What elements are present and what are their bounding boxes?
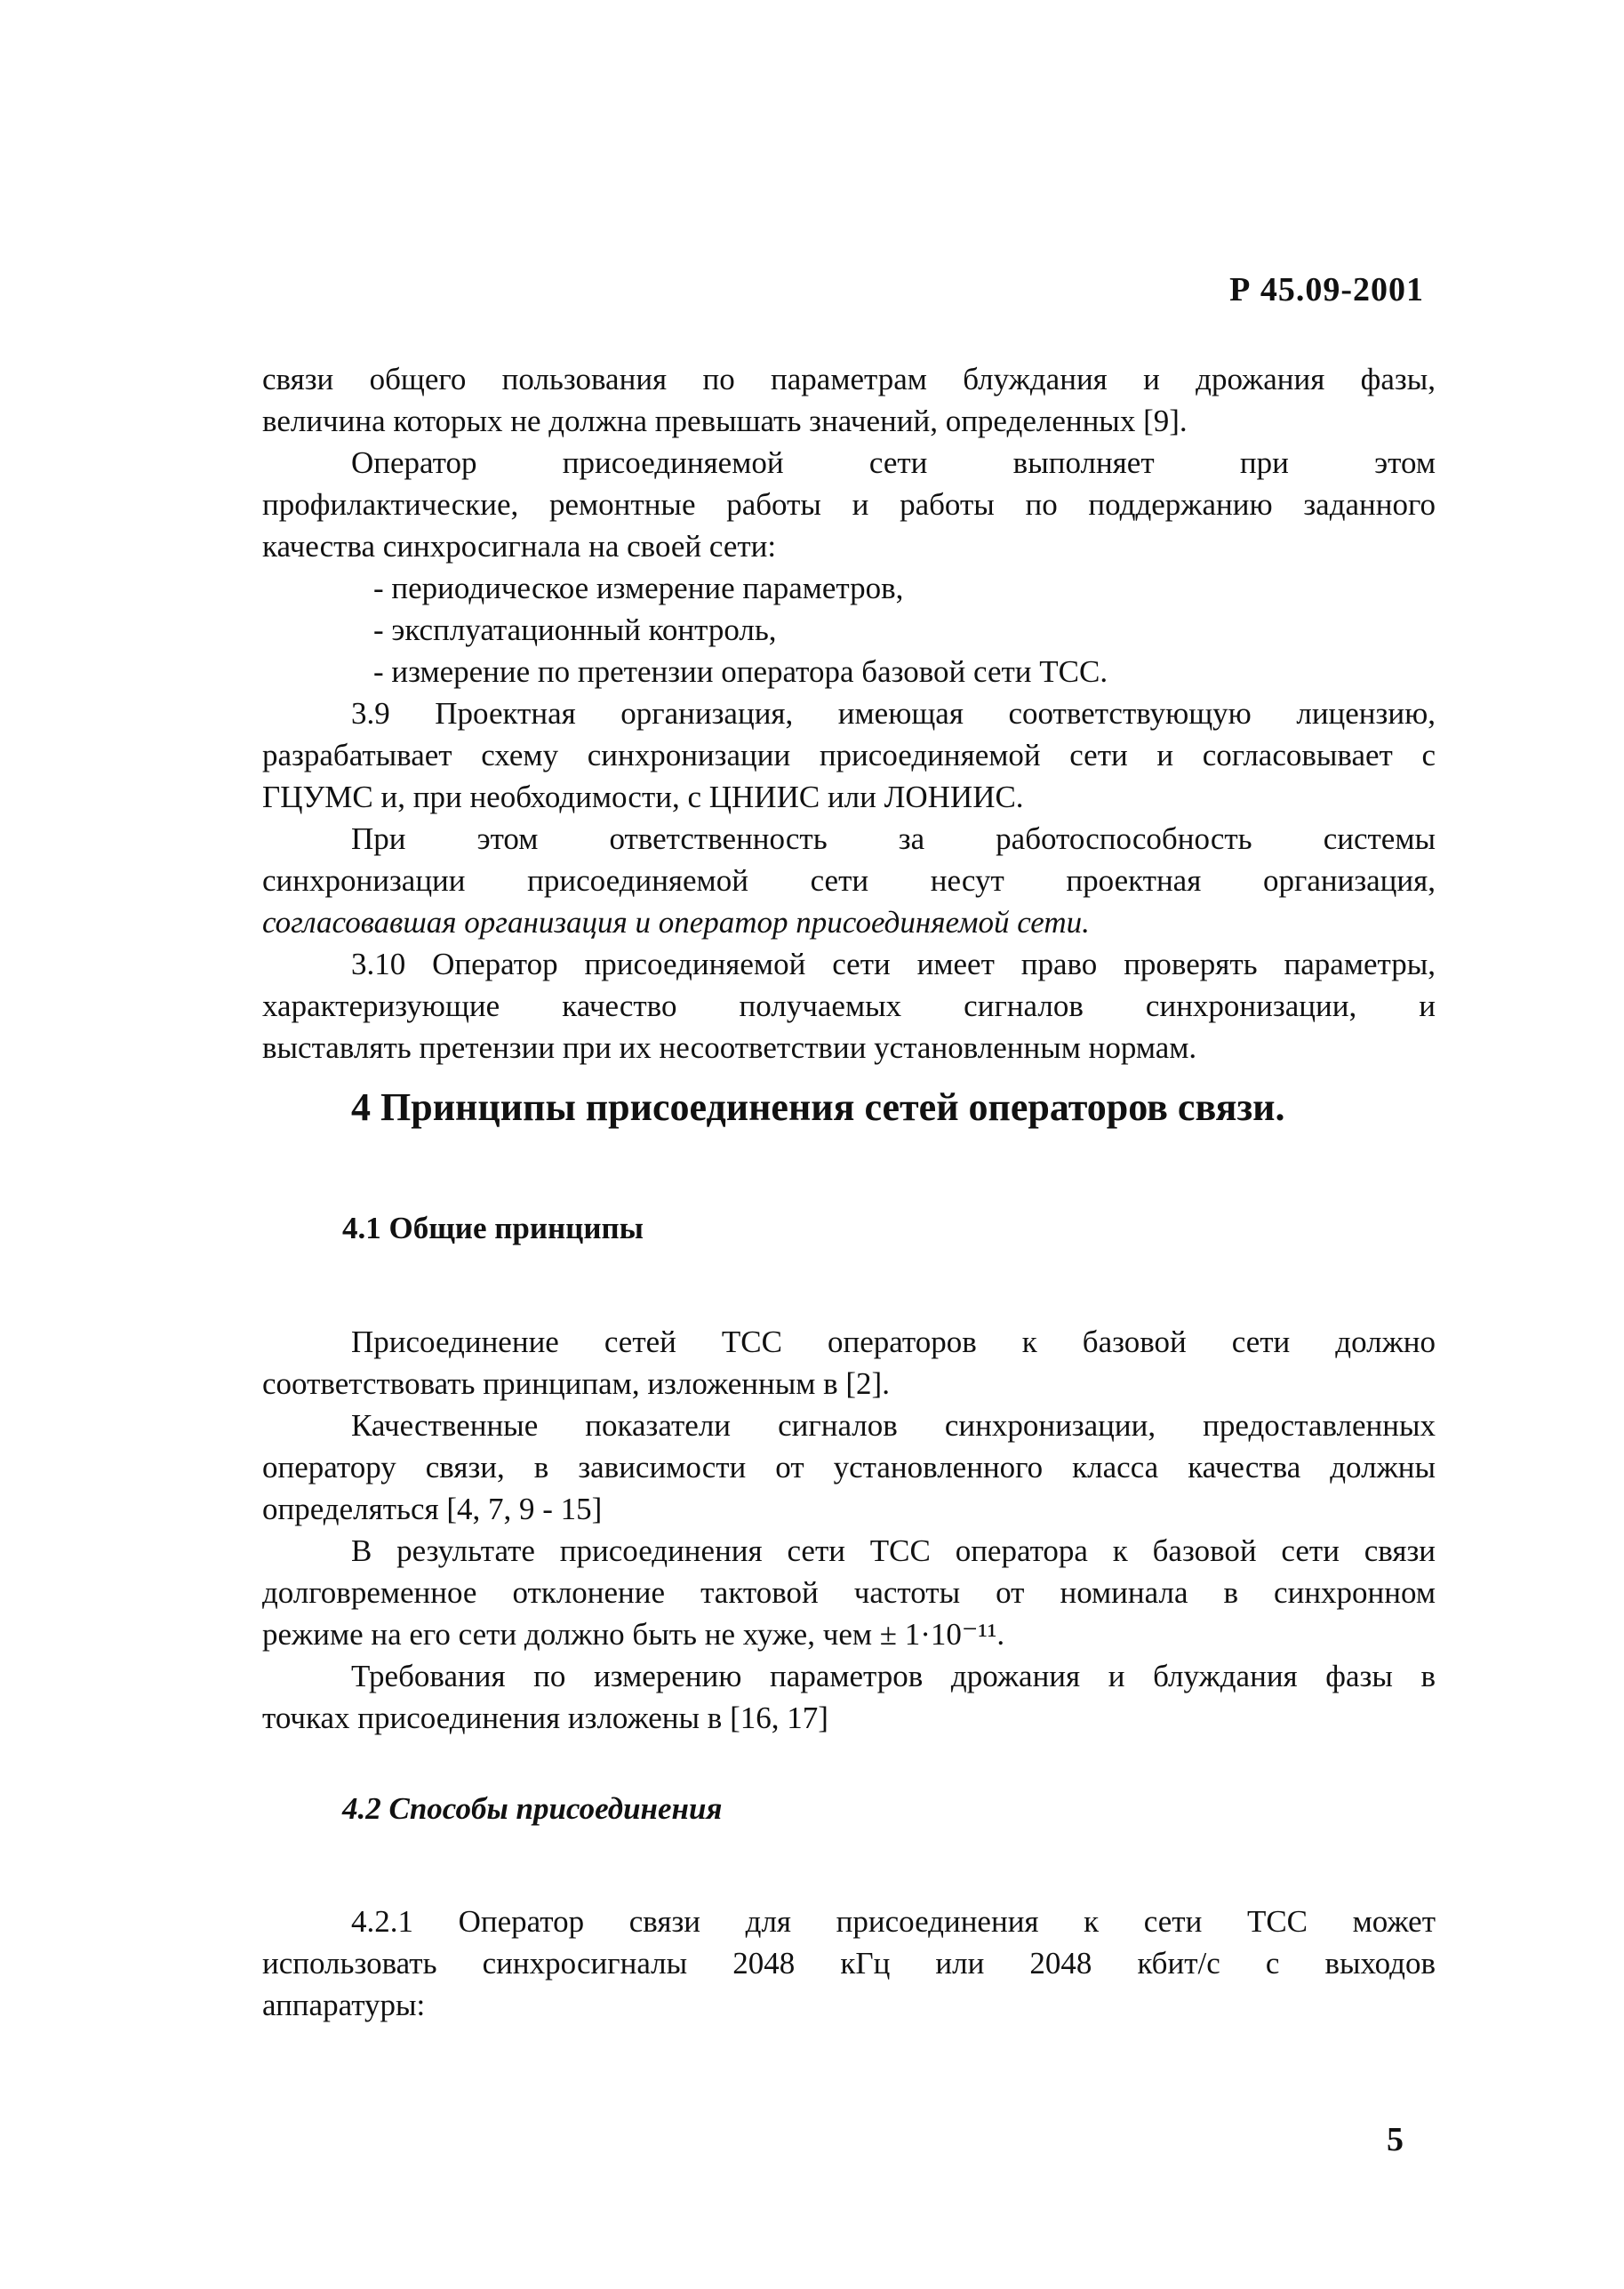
text-line: Присоединение сетей ТСС операторов к базовой сети должно: [351, 1325, 1436, 1359]
subsection-heading: 4.1 Общие принципы: [342, 1211, 644, 1245]
text-line: синхронизации присоединяемой сети несут проектная организация,: [262, 863, 1436, 898]
list-item: - измерение по претензии оператора базовой сети ТСС.: [373, 654, 1108, 689]
text-line: согласовавшая организация и оператор присоединяемой сети.: [262, 905, 1090, 940]
text-line: характеризующие качество получаемых сигналов синхронизации, и: [262, 988, 1436, 1023]
text-line: величина которых не должна превышать значений, определенных [9].: [262, 404, 1188, 438]
text-line: 3.9 Проектная организация, имеющая соответствующую лицензию,: [351, 696, 1436, 731]
text-line: режиме на его сети должно быть не хуже, чем ± 1·10⁻¹¹.: [262, 1617, 1005, 1652]
text-line: оператору связи, в зависимости от установленного класса качества должны: [262, 1450, 1436, 1485]
text-line: долговременное отклонение тактовой частоты от номинала в синхронном: [262, 1575, 1436, 1610]
text-line: Требования по измерению параметров дрожания и блуждания фазы в: [351, 1659, 1436, 1693]
text-line: соответствовать принципам, изложенным в [2].: [262, 1366, 890, 1401]
text-line: В результате присоединения сети ТСС оператора к базовой сети связи: [351, 1533, 1436, 1568]
text-line: определяться [4, 7, 9 - 15]: [262, 1492, 603, 1526]
subsection-heading: 4.2 Способы присоединения: [342, 1791, 723, 1826]
text-line: выставлять претензии при их несоответствии установленным нормам.: [262, 1030, 1197, 1065]
document-number: Р 45.09-2001: [1229, 271, 1424, 308]
text-line: 3.10 Оператор присоединяемой сети имеет право проверять параметры,: [351, 947, 1436, 981]
text-line: аппаратуры:: [262, 1988, 426, 2022]
text-line: связи общего пользования по параметрам блуждания и дрожания фазы,: [262, 362, 1436, 396]
text-line: 4.2.1 Оператор связи для присоединения к сети ТСС может: [351, 1904, 1436, 1939]
text-line: ГЦУМС и, при необходимости, с ЦНИИС или ЛОНИИС.: [262, 780, 1024, 814]
page-number: 5: [1387, 2121, 1404, 2158]
text-line: При этом ответственность за работоспособность системы: [351, 821, 1436, 856]
text-line: Качественные показатели сигналов синхронизации, предоставленных: [351, 1408, 1436, 1443]
list-item: - периодическое измерение параметров,: [373, 571, 904, 605]
text-line: профилактические, ремонтные работы и работы по поддержанию заданного: [262, 487, 1436, 522]
list-item: - эксплуатационный контроль,: [373, 612, 777, 647]
text-line: разрабатывает схему синхронизации присоединяемой сети и согласовывает с: [262, 738, 1436, 772]
text-line: качества синхросигнала на своей сети:: [262, 529, 777, 564]
section-heading: 4 Принципы присоединения сетей операторов связи.: [351, 1085, 1285, 1129]
text-line: Оператор присоединяемой сети выполняет при этом: [351, 445, 1436, 480]
text-line: использовать синхросигналы 2048 кГц или 2048 кбит/с с выходов: [262, 1946, 1436, 1981]
text-line: точках присоединения изложены в [16, 17]: [262, 1701, 828, 1735]
